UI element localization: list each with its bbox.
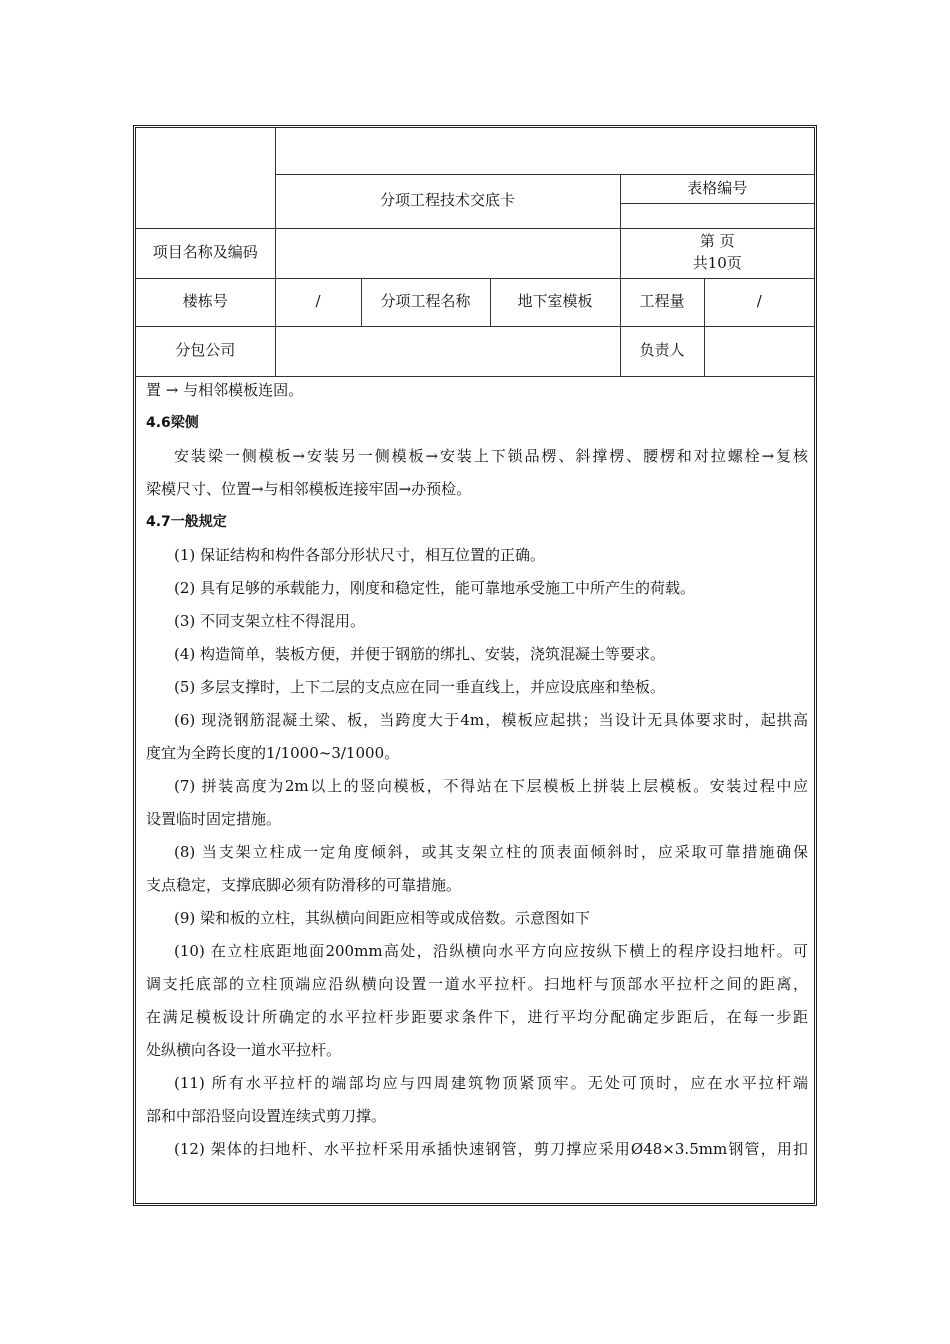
subproject-value: 地下室模板	[490, 278, 620, 326]
text-line: 部和中部沿竖向设置连续式剪刀撑。	[146, 1106, 387, 1125]
list-item: (4) 构造简单，装板方便，并便于钢筋的绑扎、安装，浇筑混凝土等要求。	[174, 644, 666, 663]
form-number-value	[620, 203, 814, 228]
text-line: 调支托底部的立柱顶端应沿纵横向设置一道水平拉杆。扫地杆与顶部水平拉杆之间的距离，	[146, 974, 808, 993]
list-item: (7) 拼装高度为2m以上的竖向模板，不得站在下层模板上拼装上层模板。安装过程中应	[174, 776, 808, 795]
document-page	[133, 125, 817, 1206]
text-line: 梁模尺寸、位置→与相邻模板连接牢固→办预检。	[146, 479, 472, 498]
text-line: 度宜为全跨长度的1/1000~3/1000。	[146, 743, 400, 762]
list-item: (5) 多层支撑时，上下二层的支点应在同一垂直线上，并应设底座和垫板。	[174, 677, 666, 696]
project-value	[275, 228, 620, 278]
blank-top-cell	[275, 128, 814, 174]
building-value: /	[275, 278, 361, 326]
text-line: 处纵横向各设一道水平拉杆。	[146, 1040, 342, 1059]
page-number: 第 页	[699, 232, 735, 251]
building-label: 楼栋号	[136, 278, 275, 326]
text-line: 置 → 与相邻模板连固。	[146, 380, 304, 399]
list-item: (12) 架体的扫地杆、水平拉杆采用承插快速钢管，剪刀撑应采用Ø48×3.5mm钢管，用扣	[174, 1139, 808, 1158]
section-heading: 4.6梁侧	[146, 414, 199, 431]
list-item: (10) 在立柱底距地面200mm高处，沿纵横向水平方向应按纵下横上的程序设扫地杆。可	[174, 941, 808, 960]
header-table	[136, 128, 814, 377]
text-line: 在满足模板设计所确定的水平拉杆步距要求条件下，进行平均分配确定步距后，在每一步距	[146, 1007, 808, 1026]
text-line: 支点稳定，支撑底脚必须有防滑移的可靠措施。	[146, 875, 462, 894]
list-item: (2) 具有足够的承载能力，刚度和稳定性，能可靠地承受施工中所产生的荷载。	[174, 578, 696, 597]
section-heading: 4.7一般规定	[146, 513, 227, 530]
quantity-value: /	[704, 278, 814, 326]
text-line: 安装梁一侧模板→安装另一侧模板→安装上下锁品楞、斜撑楞、腰楞和对拉螺栓→复核	[174, 446, 808, 465]
list-item: (1) 保证结构和构件各部分形状尺寸，相互位置的正确。	[174, 545, 546, 564]
form-number-label: 表格编号	[620, 174, 814, 203]
list-item: (8) 当支架立柱成一定角度倾斜，或其支架立柱的顶表面倾斜时，应采取可靠措施确保	[174, 842, 808, 861]
subcontractor-value	[275, 326, 620, 376]
quantity-label: 工程量	[620, 278, 704, 326]
text-line: 设置临时固定措施。	[146, 809, 282, 828]
list-item: (6) 现浇钢筋混凝土梁、板，当跨度大于4m，模板应起拱；当设计无具体要求时，起拱高	[174, 710, 808, 729]
page-info	[620, 228, 814, 278]
list-item: (9) 梁和板的立柱，其纵横向间距应相等或成倍数。示意图如下	[174, 908, 591, 927]
subproject-label: 分项工程名称	[361, 278, 490, 326]
project-label: 项目名称及编码	[136, 228, 275, 278]
logo-cell	[136, 128, 275, 228]
subcontractor-label: 分包公司	[136, 326, 275, 376]
content-body	[136, 377, 814, 1166]
responsible-value	[704, 326, 814, 376]
list-item: (3) 不同支架立柱不得混用。	[174, 611, 366, 630]
form-title: 分项工程技术交底卡	[275, 174, 620, 228]
total-pages: 共10页	[692, 254, 742, 272]
list-item: (11) 所有水平拉杆的端部均应与四周建筑物顶紧顶牢。无处可顶时，应在水平拉杆端	[174, 1073, 808, 1092]
responsible-label: 负责人	[620, 326, 704, 376]
